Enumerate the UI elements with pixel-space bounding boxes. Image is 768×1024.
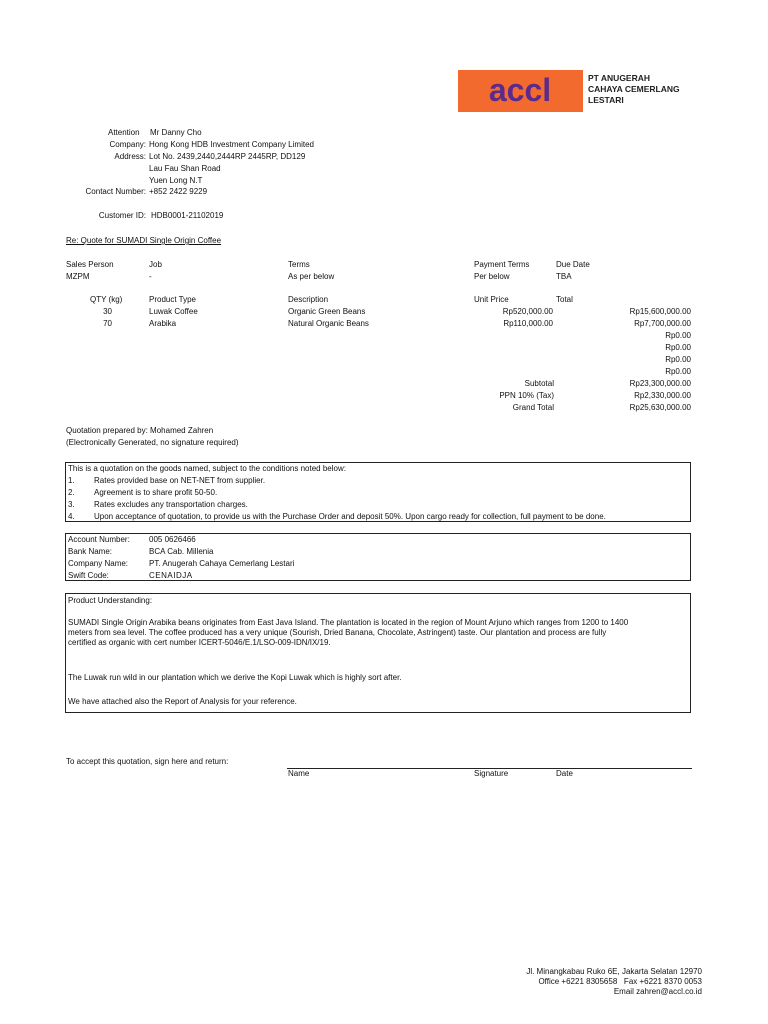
company-value: Hong Kong HDB Investment Company Limited: [149, 140, 314, 149]
subtotal-value: Rp23,300,000.00: [629, 379, 691, 388]
terms-value-terms: As per below: [288, 272, 335, 281]
item-total: Rp0.00: [665, 367, 691, 376]
items-header-unit: Unit Price: [474, 295, 509, 304]
contact-label: Contact Number:: [85, 187, 146, 196]
customer-id-value: HDB0001-21102019: [151, 211, 224, 220]
condition-text: Rates provided base on NET-NET from supplier.: [94, 476, 266, 485]
product-paragraph-line: meters from sea level. The coffee produced has a very unique (Sourish, Dried Banana, Chocolate, Astringent) taste. Our plantation and process are fully: [68, 628, 607, 637]
company-logo: [458, 70, 583, 112]
terms-value-payment: Per below: [474, 272, 510, 281]
quote-subject: Re: Quote for SUMADI Single Origin Coffee: [66, 236, 222, 245]
account-value: 005 0626466: [149, 535, 196, 544]
attention-value: Mr Danny Cho: [150, 128, 202, 137]
product-paragraph-line: SUMADI Single Origin Arabika beans originates from East Java Island. The plantation is located in the region of Mount Arjuno which ranges from 1200 to 1400: [68, 618, 629, 627]
contact-value: +852 2422 9229: [149, 187, 208, 196]
tax-value: Rp2,330,000.00: [634, 391, 691, 400]
company-name-line: CAHAYA CEMERLANG: [588, 84, 680, 94]
terms-value-job: -: [149, 272, 152, 281]
terms-value-due: TBA: [556, 272, 572, 281]
condition-number: 2.: [68, 488, 75, 497]
items-header-desc: Description: [288, 295, 329, 304]
address-line: Yuen Long N.T: [149, 176, 203, 185]
item-qty: 30: [103, 307, 112, 316]
items-header-type: Product Type: [149, 295, 196, 304]
item-type: Arabika: [149, 319, 177, 328]
bank-label: Bank Name:: [68, 547, 113, 556]
item-total: Rp15,600,000.00: [629, 307, 691, 316]
item-desc: Organic Green Beans: [288, 307, 366, 316]
accl-logo-mark: [458, 70, 583, 112]
attention-label: Attention: [108, 128, 140, 137]
condition-number: 3.: [68, 500, 75, 509]
product-title: Product Understanding:: [68, 596, 153, 605]
tax-label: PPN 10% (Tax): [499, 391, 554, 400]
prepared-by: Quotation prepared by: Mohamed Zahren: [66, 426, 214, 435]
item-unit-price: Rp520,000.00: [502, 307, 553, 316]
swift-value: CENAIDJA: [149, 571, 193, 580]
address-label: Address:: [114, 152, 146, 161]
condition-number: 1.: [68, 476, 75, 485]
bank-value: BCA Cab. Millenia: [149, 547, 214, 556]
svg-text:accl: accl: [488, 72, 552, 108]
signature-label: Signature: [474, 769, 509, 778]
item-desc: Natural Organic Beans: [288, 319, 369, 328]
item-total: Rp7,700,000.00: [634, 319, 691, 328]
grand-total-label: Grand Total: [512, 403, 554, 412]
item-qty: 70: [103, 319, 112, 328]
bank-details-box: [65, 533, 691, 581]
swift-label: Swift Code:: [68, 571, 109, 580]
condition-text: Agreement is to share profit 50-50.: [94, 488, 218, 497]
acceptance-prompt: To accept this quotation, sign here and return:: [66, 757, 229, 766]
generated-note: (Electronically Generated, no signature required): [66, 438, 239, 447]
terms-header-terms: Terms: [288, 260, 310, 269]
item-total: Rp0.00: [665, 331, 691, 340]
company-name: [588, 73, 680, 106]
subtotal-label: Subtotal: [524, 379, 554, 388]
name-label: Name: [288, 769, 310, 778]
conditions-box: [65, 462, 691, 522]
terms-header-due: Due Date: [556, 260, 590, 269]
conditions-intro: This is a quotation on the goods named, subject to the conditions noted below:: [68, 464, 346, 473]
terms-header-sales: Sales Person: [66, 260, 114, 269]
company-name-line: PT ANUGERAH: [588, 73, 651, 83]
footer-email: Email zahren@accl.co.id: [613, 987, 702, 996]
date-label: Date: [556, 769, 573, 778]
item-unit-price: Rp110,000.00: [503, 319, 553, 328]
company-name-line: LESTARI: [588, 95, 624, 105]
account-label: Account Number:: [68, 535, 130, 544]
product-understanding-box: [65, 593, 691, 713]
bank-company-value: PT. Anugerah Cahaya Cemerlang Lestari: [149, 559, 295, 568]
condition-number: 4.: [68, 512, 75, 521]
condition-text: Rates excludes any transportation charges.: [94, 500, 248, 509]
footer-phones: Office +6221 8305658 Fax +6221 8370 0053: [538, 977, 702, 986]
terms-header-payment: Payment Terms: [474, 260, 530, 269]
footer-contact: [526, 967, 702, 997]
condition-text: Upon acceptance of quotation, to provide us with the Purchase Order and deposit 50%. Upon cargo ready for collection, full payment to be done.: [94, 512, 606, 521]
terms-header-job: Job: [149, 260, 162, 269]
footer-address: Jl. Minangkabau Ruko 6E, Jakarta Selatan 12970: [526, 967, 702, 976]
address-line: Lau Fau Shan Road: [149, 164, 221, 173]
item-total: Rp0.00: [665, 343, 691, 352]
product-paragraph: The Luwak run wild in our plantation which we derive the Kopi Luwak which is highly sort after.: [68, 673, 402, 682]
product-paragraph: We have attached also the Report of Analysis for your reference.: [68, 697, 297, 706]
product-paragraph-line: certified as organic with cert number ICERT-5046/E.1/LSO-009-IDN/IX/19.: [68, 638, 331, 647]
items-header-total: Total: [556, 295, 573, 304]
terms-value-sales: MZPM: [66, 272, 90, 281]
item-total: Rp0.00: [665, 355, 691, 364]
item-type: Luwak Coffee: [149, 307, 198, 316]
bank-company-label: Company Name:: [68, 559, 129, 568]
customer-id-label: Customer ID:: [98, 211, 146, 220]
address-line: Lot No. 2439,2440,2444RP 2445RP, DD129: [149, 152, 306, 161]
grand-total-value: Rp25,630,000.00: [629, 403, 691, 412]
items-header-qty: QTY (kg): [90, 295, 123, 304]
company-label: Company:: [109, 140, 146, 149]
